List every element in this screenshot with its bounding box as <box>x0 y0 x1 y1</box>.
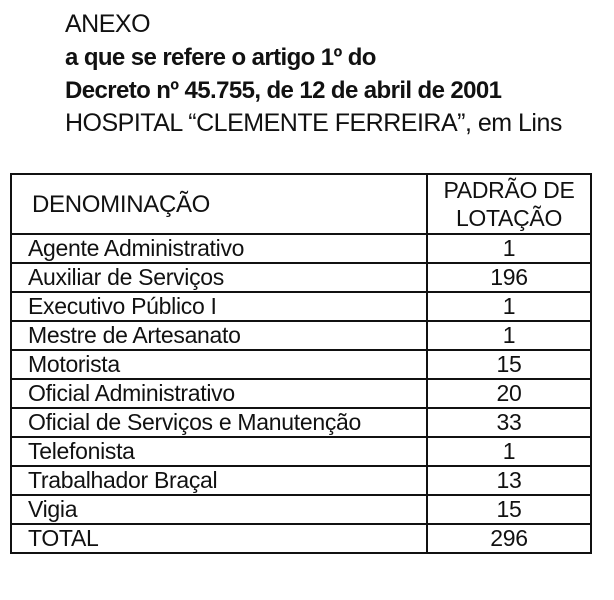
row-name: Oficial de Serviços e Manutenção <box>11 408 427 437</box>
row-name: Auxiliar de Serviços <box>11 263 427 292</box>
total-label: TOTAL <box>11 524 427 553</box>
column-header-line2: LOTAÇÃO <box>455 205 563 231</box>
table-row <box>11 466 591 495</box>
column-header-line1: PADRÃO DE <box>443 177 575 203</box>
row-value: 15 <box>427 495 591 524</box>
decree-reference: Decreto nº 45.755, de 12 de abril de 2001 <box>65 77 502 104</box>
hospital-name: HOSPITAL “CLEMENTE FERREIRA”, em Lins <box>65 109 562 137</box>
table-row <box>11 263 591 292</box>
document-header <box>65 8 562 140</box>
row-name: Mestre de Artesanato <box>11 321 427 350</box>
total-row <box>11 524 591 553</box>
total-value: 296 <box>427 524 591 553</box>
row-name: Oficial Administrativo <box>11 379 427 408</box>
row-value: 33 <box>427 408 591 437</box>
column-header-denominacao: DENOMINAÇÃO <box>11 174 427 234</box>
table-row <box>11 350 591 379</box>
row-name: Executivo Público I <box>11 292 427 321</box>
table-row <box>11 437 591 466</box>
table-row <box>11 408 591 437</box>
row-value: 1 <box>427 292 591 321</box>
row-value: 1 <box>427 234 591 263</box>
column-header-padrao-lotacao <box>427 174 591 234</box>
table-row <box>11 495 591 524</box>
annex-reference: a que se refere o artigo 1º do <box>65 44 376 71</box>
annex-title: ANEXO <box>65 10 151 38</box>
table-row <box>11 321 591 350</box>
row-value: 20 <box>427 379 591 408</box>
table-row <box>11 234 591 263</box>
row-name: Motorista <box>11 350 427 379</box>
table-header-row <box>11 174 591 234</box>
row-name: Telefonista <box>11 437 427 466</box>
row-name: Trabalhador Braçal <box>11 466 427 495</box>
table-row <box>11 292 591 321</box>
row-value: 13 <box>427 466 591 495</box>
row-value: 1 <box>427 321 591 350</box>
row-value: 15 <box>427 350 591 379</box>
row-value: 196 <box>427 263 591 292</box>
staffing-table <box>10 173 592 554</box>
table-row <box>11 379 591 408</box>
row-name: Agente Administrativo <box>11 234 427 263</box>
row-value: 1 <box>427 437 591 466</box>
row-name: Vigia <box>11 495 427 524</box>
